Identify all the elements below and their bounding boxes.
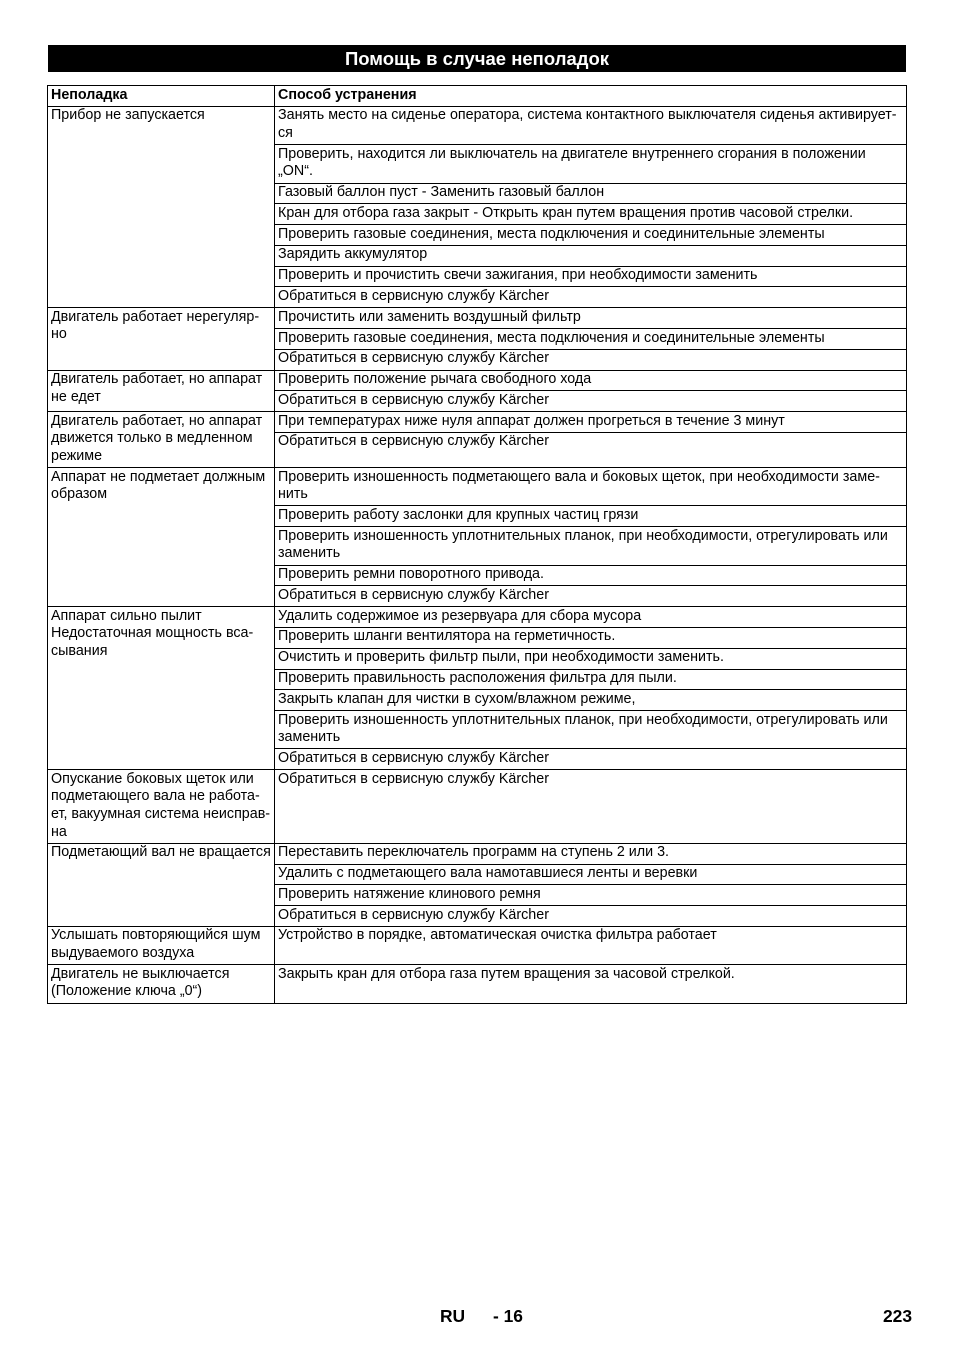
column-header-fault: Неполадка — [48, 86, 275, 106]
table-row — [48, 927, 906, 965]
remedy-cell: Закрыть клапан для чистки в сухом/влажном режиме, — [275, 690, 906, 711]
fault-cell: Двигатель не выключается (Положение ключа „0“) — [48, 965, 275, 1002]
table-row — [48, 371, 906, 413]
remedy-cell: Удалить с подметающего вала намотавшиеся ленты и веревки — [275, 865, 906, 886]
remedy-cell: Обратиться в сервисную службу Kärcher — [278, 586, 549, 603]
section-title-bar — [48, 45, 906, 72]
fault-cell: Услышать повторяющийся шум выдуваемого воздуха — [48, 927, 275, 964]
remedy-cell: Проверить работу заслонки для крупных частиц грязи — [275, 506, 906, 527]
footer-language: RU — [440, 1306, 466, 1326]
remedy-cell: Закрыть кран для отбора газа путем вращения за часовой стрелкой. — [278, 965, 735, 982]
fault-cell: Подметающий вал не вращается — [48, 844, 275, 926]
remedy-list — [275, 107, 906, 307]
remedy-cell: Обратиться в сервисную службу Kärcher — [278, 433, 549, 450]
table-row — [48, 468, 906, 607]
section-title: Помощь в случае неполадок — [344, 48, 610, 69]
table-row — [48, 965, 906, 1002]
remedy-cell: Удалить содержимое из резервуара для сбора мусора — [275, 607, 906, 628]
fault-cell: Опускание боковых щеток или подметающего вала не работа- ет, вакуумная система неисправ- на — [48, 770, 275, 843]
troubleshooting-table — [47, 85, 907, 1004]
table-row — [48, 412, 906, 468]
footer-section-page: - 16 — [493, 1306, 523, 1326]
remedy-list — [275, 308, 906, 369]
table-row — [48, 844, 906, 927]
remedy-cell: Переставить переключатель программ на ступень 2 или 3. — [275, 844, 906, 865]
remedy-list — [275, 371, 906, 412]
table-row — [48, 308, 906, 370]
remedy-cell: Обратиться в сервисную службу Kärcher — [278, 287, 549, 304]
remedy-list — [275, 412, 906, 467]
remedy-cell: Проверить натяжение клинового ремня — [275, 885, 906, 906]
table-row — [48, 107, 906, 308]
remedy-list — [275, 607, 906, 769]
remedy-list — [275, 468, 906, 606]
table-row — [48, 770, 906, 844]
remedy-cell: Прочистить или заменить воздушный фильтр — [275, 308, 906, 329]
remedy-cell: Проверить правильность расположения фильтра для пыли. — [275, 670, 906, 691]
remedy-cell: Обратиться в сервисную службу Kärcher — [278, 906, 549, 923]
remedy-cell: Проверить изношенность уплотнительных планок, при необходимости, отрегулировать или заменить — [275, 527, 906, 565]
remedy-cell: Зарядить аккумулятор — [275, 246, 906, 267]
fault-cell: Двигатель работает, но аппарат не едет — [48, 371, 275, 412]
remedy-list — [275, 965, 906, 1002]
remedy-cell: Проверить ремни поворотного привода. — [275, 566, 906, 587]
remedy-cell: Устройство в порядке, автоматическая очистка фильтра работает — [278, 927, 717, 944]
column-header-remedy: Способ устранения — [278, 86, 417, 103]
remedy-cell: Кран для отбора газа закрыт - Открыть кран путем вращения против часовой стрелки. — [275, 204, 906, 225]
fault-cell: Двигатель работает, но аппарат движется только в медленном режиме — [48, 412, 275, 467]
remedy-cell: При температурах ниже нуля аппарат должен прогреться в течение 3 минут — [275, 412, 906, 433]
remedy-cell: Обратиться в сервисную службу Kärcher — [278, 749, 549, 766]
fault-cell: Прибор не запускается — [48, 107, 275, 307]
remedy-cell: Обратиться в сервисную службу Kärcher — [278, 770, 549, 787]
remedy-cell: Обратиться в сервисную службу Kärcher — [278, 391, 549, 408]
remedy-cell: Проверить положение рычага свободного хода — [275, 371, 906, 392]
footer-page-number: 223 — [883, 1306, 913, 1326]
remedy-cell: Газовый баллон пуст - Заменить газовый баллон — [275, 184, 906, 205]
remedy-list — [275, 844, 906, 926]
remedy-cell: Очистить и проверить фильтр пыли, при необходимости заменить. — [275, 649, 906, 670]
remedy-cell: Проверить газовые соединения, места подключения и соединительные элементы — [275, 225, 906, 246]
remedy-cell: Обратиться в сервисную службу Kärcher — [278, 350, 549, 367]
remedy-list — [275, 770, 906, 843]
remedy-list — [275, 927, 906, 964]
fault-cell: Двигатель работает нерегуляр- но — [48, 308, 275, 369]
remedy-cell: Проверить, находится ли выключатель на двигателе внутреннего сгорания в положении „ON“. — [275, 145, 906, 183]
fault-cell: Аппарат сильно пылит Недостаточная мощность вса- сывания — [48, 607, 275, 769]
fault-cell: Аппарат не подметает должным образом — [48, 468, 275, 606]
remedy-cell: Проверить и прочистить свечи зажигания, при необходимости заменить — [275, 267, 906, 288]
remedy-cell: Проверить шланги вентилятора на герметичность. — [275, 628, 906, 649]
remedy-cell: Проверить изношенность подметающего вала и боковых щеток, при необходимости заме- нить — [275, 468, 906, 506]
remedy-cell: Занять место на сиденье оператора, система контактного выключателя сиденья активирует- ся — [275, 107, 906, 145]
table-header-row — [48, 86, 906, 107]
remedy-cell: Проверить изношенность уплотнительных планок, при необходимости, отрегулировать или заменить — [275, 711, 906, 749]
table-row — [48, 607, 906, 770]
remedy-cell: Проверить газовые соединения, места подключения и соединительные элементы — [275, 329, 906, 350]
